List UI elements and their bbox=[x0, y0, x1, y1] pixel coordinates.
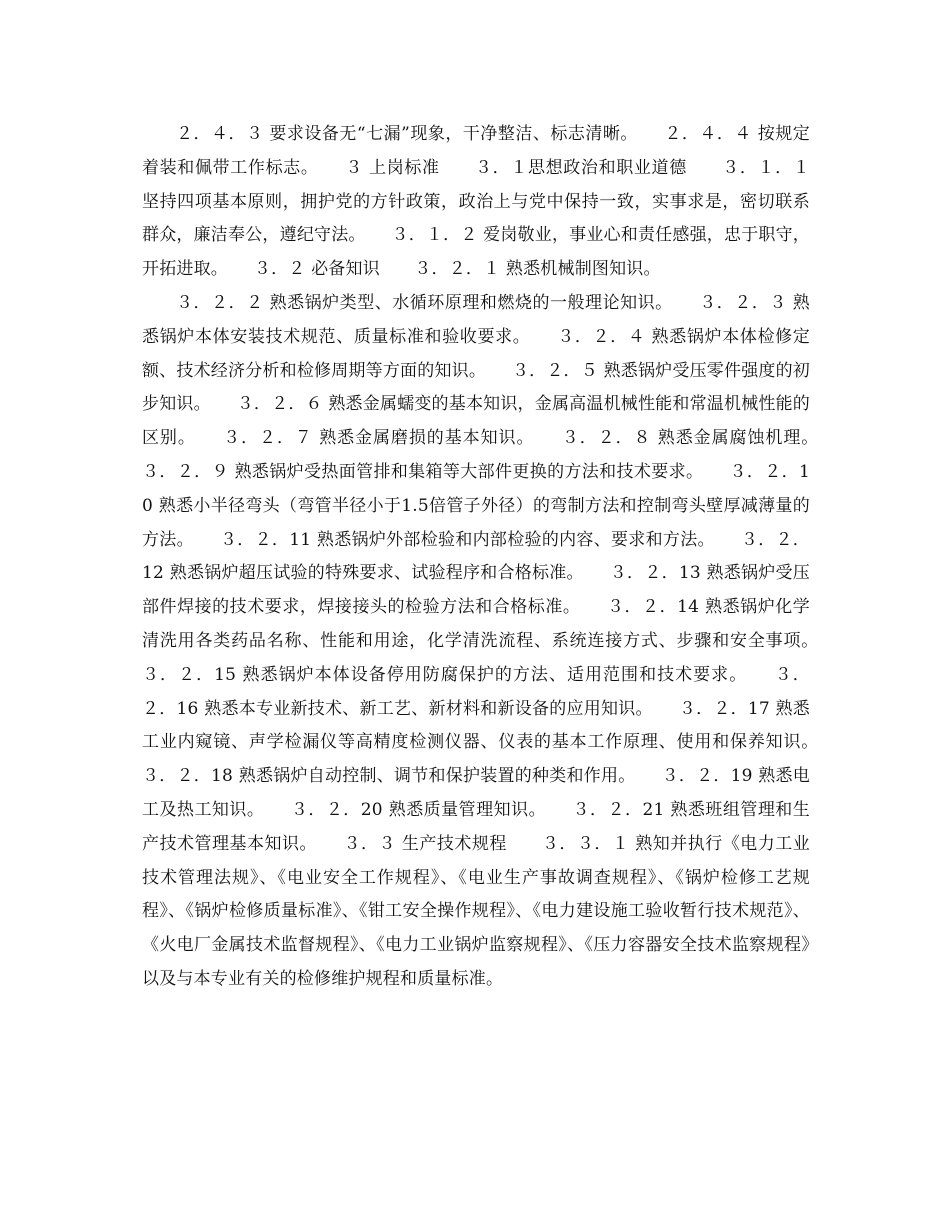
document-body bbox=[142, 118, 845, 997]
paragraph: ２．４．３ 要求设备无“七漏”现象，干净整洁、标志清晰。 ２．４．４ 按规定着装和佩带工作标志。 ３ 上岗标准 ３．１思想政治和职业道德 ３．１．１ 坚持四项基本原则，拥护党的方针政策，政治上与党中保持一致，实事求是，密切联系群众，廉洁奉公，遵纪守法。 ３．１．２ 爱岗敬业，事业心和责任感强，忠于职守，开拓进取。 ３．２ 必备知识 ３．２．１ 熟悉机械制图知识。 bbox=[142, 124, 810, 280]
paragraph: ３．２．２ 熟悉锅炉类型、水循环原理和燃烧的一般理论知识。 ３．２．３ 熟悉锅炉本体安装技术规范、质量标准和验收要求。 ３．２．４ 熟悉锅炉本体检修定额、技术经济分析和检修周期等方面的知识。 ３．２．５ 熟悉锅炉受压零件强度的初步知识。 ３．２．６ 熟悉金属蠕变的基本知识，金属高温机械性能和常温机械性能的区别。 ３．２．７ 熟悉金属磨损的基本知识。 ３．２．８ 熟悉金属腐蚀机理。 ３．２．９ 熟悉锅炉受热面管排和集箱等大部件更换的方法和技术要求。 ３．２．10 熟悉小半径弯头（弯管半径小于1.5倍管子外径）的弯制方法和控制弯头壁厚减薄量的方法。 ３．２．11 熟悉锅炉外部检验和内部检验的内容、要求和方法。 ３．２．12 熟悉锅炉超压试验的特殊要求、试验程序和合格标准。 ３．２．13 熟悉锅炉受压部件焊接的技术要求，焊接接头的检验方法和合格标准。 ３．２．14 熟悉锅炉化学清洗用各类药品名称、性能和用途，化学清洗流程、系统连接方式、步骤和安全事项。 ３．２．15 熟悉锅炉本体设备停用防腐保护的方法、适用范围和技术要求。 ３．２．16 熟悉本专业新技术、新工艺、新材料和新设备的应用知识。 ３．２．17 熟悉工业内窥镜、声学检漏仪等高精度检测仪器、仪表的基本工作原理、使用和保养知识。 ３．２．18 熟悉锅炉自动控制、调节和保护装置的种类和作用。 ３．２．19 熟悉电工及热工知识。 ３．２．20 熟悉质量管理知识。 ３．２．21 熟悉班组管理和生产技术管理基本知识。 ３．３ 生产技术规程 ３．３．１ 熟知并执行《电力工业技术管理法规》、《电业安全工作规程》、《电业生产事故调查规程》、《锅炉检修工艺规程》、《锅炉检修质量标准》、《钳工安全操作规程》、《电力建设施工验收暂行技术规范》、《火电厂金属技术监督规程》、《电力工业锅炉监察规程》、《压力容器安全技术监察规程》以及与本专业有关的检修维护规程和质量标准。 bbox=[142, 292, 845, 989]
